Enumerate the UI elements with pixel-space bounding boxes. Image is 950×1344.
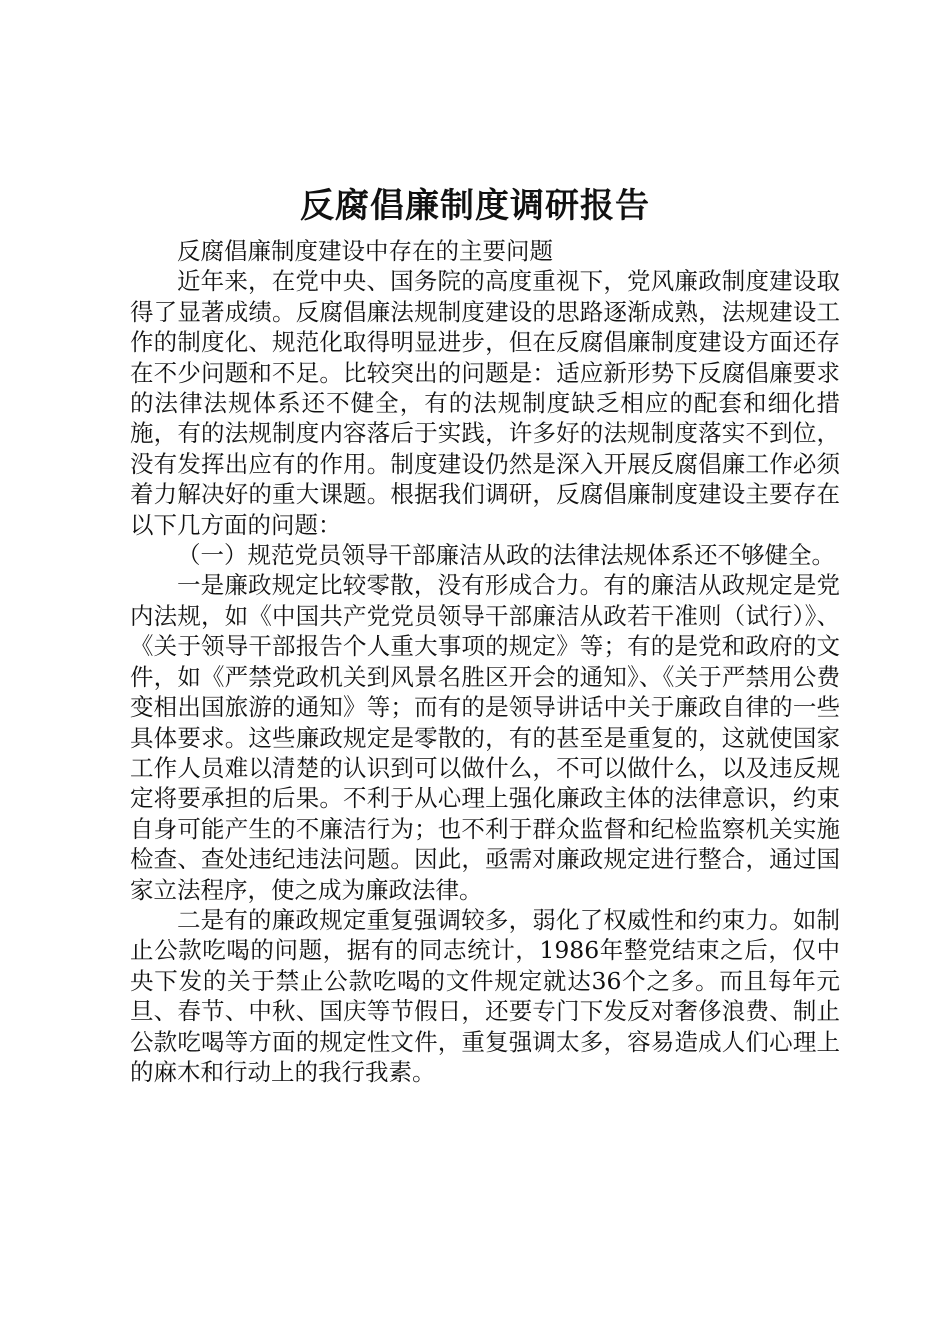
paragraph-intro: 近年来，在党中央、国务院的高度重视下，党风廉政制度建设取得了显著成绩。反腐倡廉法规制度建设的思路逐渐成熟，法规建设工作的制度化、规范化取得明显进步，但在反腐倡廉制度建设方面还存在不少问题和不足。比较突出的问题是：适应新形势下反腐倡廉要求的法律法规体系还不健全，有的法规制度缺乏相应的配套和细化措施，有的法规制度内容落后于实践，许多好的法规制度落实不到位，没有发挥出应有的作用。制度建设仍然是深入开展反腐倡廉工作必须着力解决好的重大课题。根据我们调研，反腐倡廉制度建设主要存在以下几方面的问题： (130, 267, 840, 539)
document-title: 反腐倡廉制度调研报告 (300, 186, 650, 226)
section-heading: 反腐倡廉制度建设中存在的主要问题 (177, 237, 553, 265)
paragraph-point-one: 一是廉政规定比较零散，没有形成合力。有的廉洁从政规定是党内法规，如《中国共产党党员领导干部廉洁从政若干准则（试行）》、《关于领导干部报告个人重大事项的规定》等；有的是党和政府的文件，如《严禁党政机关到风景名胜区开会的通知》、《关于严禁用公费变相出国旅游的通知》等；而有的是领导讲话中关于廉政自律的一些具体要求。这些廉政规定是零散的，有的甚至是重复的，这就使国家工作人员难以清楚的认识到可以做什么，不可以做什么，以及违反规定将要承担的后果。不利于从心理上强化廉政主体的法律意识，约束自身可能产生的不廉洁行为；也不利于群众监督和纪检监察机关实施检查、查处违纪违法问题。因此，亟需对廉政规定进行整合，通过国家立法程序，使之成为廉政法律。 (130, 571, 840, 904)
paragraph-point-two: 二是有的廉政规定重复强调较多，弱化了权威性和约束力。如制止公款吃喝的问题，据有的同志统计，1986年整党结束之后，仅中央下发的关于禁止公款吃喝的文件规定就达36个之多。而且每年元旦、春节、中秋、国庆等节假日，还要专门下发反对奢侈浪费、制止公款吃喝等方面的规定性文件，重复强调太多，容易造成人们心理上的麻木和行动上的我行我素。 (130, 905, 840, 1086)
subsection-heading: （一）规范党员领导干部廉洁从政的法律法规体系还不够健全。 (177, 541, 835, 570)
document-body (130, 236, 840, 1087)
